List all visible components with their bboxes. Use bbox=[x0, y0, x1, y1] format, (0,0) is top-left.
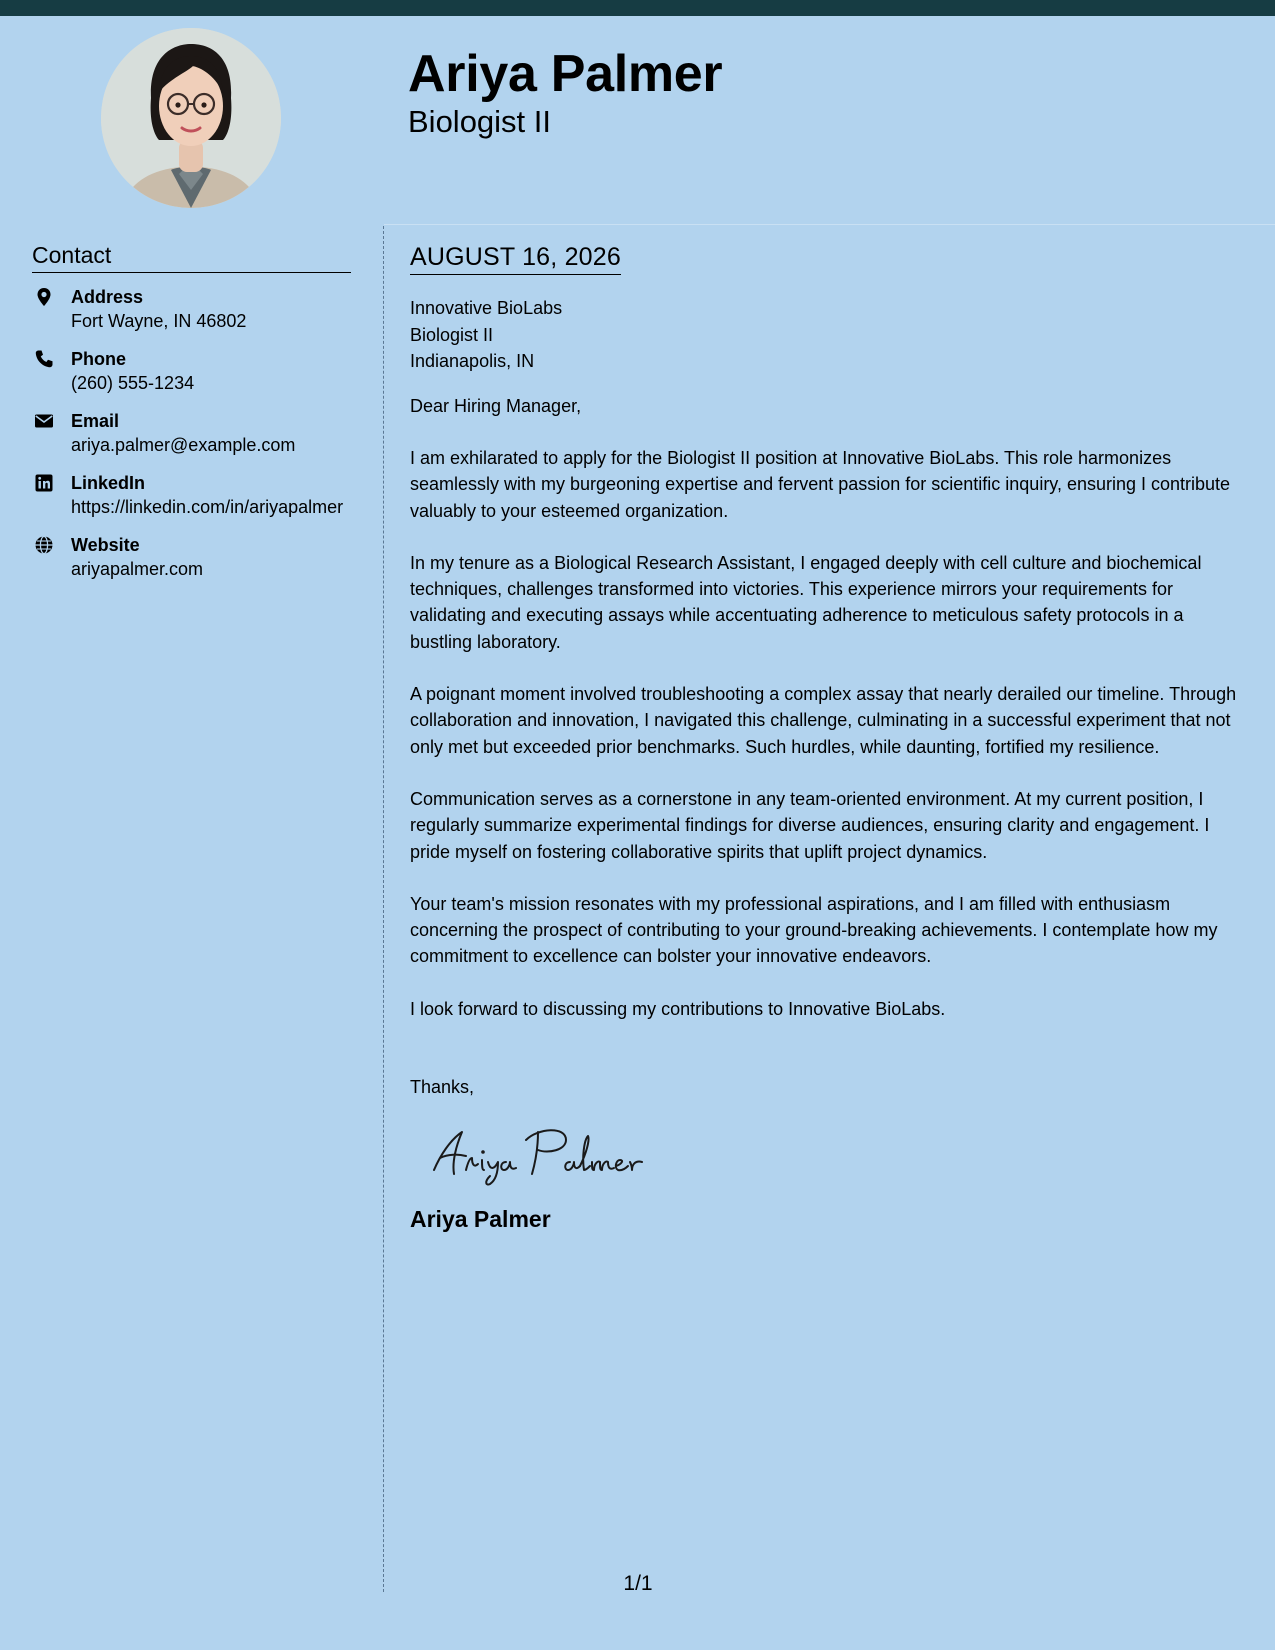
envelope-icon bbox=[34, 411, 54, 431]
contact-heading: Contact bbox=[32, 240, 351, 273]
salutation: Dear Hiring Manager, bbox=[410, 395, 582, 416]
contact-value: Fort Wayne, IN 46802 bbox=[71, 311, 247, 331]
contact-sidebar bbox=[32, 240, 351, 595]
recipient-block bbox=[410, 295, 1250, 375]
contact-item-linkedin bbox=[32, 471, 351, 519]
map-pin-icon bbox=[34, 287, 54, 307]
handwritten-signature bbox=[420, 1118, 680, 1190]
contact-item-website bbox=[32, 533, 351, 581]
contact-value: ariyapalmer.com bbox=[71, 559, 204, 579]
contact-value: ariya.palmer@example.com bbox=[71, 435, 296, 455]
contact-item-phone bbox=[32, 347, 351, 395]
header-rule bbox=[384, 224, 1275, 225]
applicant-name: Ariya Palmer bbox=[408, 45, 723, 103]
applicant-job-title: Biologist II bbox=[408, 104, 552, 139]
letter-body bbox=[410, 240, 1250, 1234]
contact-label: LinkedIn bbox=[71, 473, 146, 493]
recipient-company: Innovative BioLabs bbox=[410, 298, 563, 318]
column-divider bbox=[383, 226, 384, 1592]
contact-label: Website bbox=[71, 535, 140, 555]
contact-value: (260) 555-1234 bbox=[71, 373, 195, 393]
contact-item-address bbox=[32, 285, 351, 333]
contact-label: Address bbox=[71, 287, 144, 307]
letter-date: AUGUST 16, 2026 bbox=[410, 240, 621, 275]
letter-paragraph: A poignant moment involved troubleshooting a complex assay that nearly derailed our timeline. Through collaboration and innovation, I navigated this challenge, culminating in a successful experiment that not only met but exceeded prior benchmarks. Such hurdles, while daunting, fortified my resilience. bbox=[410, 684, 1237, 757]
phone-icon bbox=[34, 349, 54, 369]
contact-item-email bbox=[32, 409, 351, 457]
top-bar bbox=[0, 0, 1275, 16]
recipient-location: Indianapolis, IN bbox=[410, 351, 535, 371]
profile-photo bbox=[101, 28, 281, 208]
page-number: 1/1 bbox=[623, 1572, 653, 1595]
closing: Thanks, bbox=[410, 1077, 475, 1098]
letter-paragraph: I look forward to discussing my contributions to Innovative BioLabs. bbox=[410, 998, 946, 1019]
letter-paragraph: I am exhilarated to apply for the Biologist II position at Innovative BioLabs. This role harmonizes seamlessly with my burgeoning expertise and fervent passion for scientific inquiry, ensuring I contribute valuably to your esteemed organization. bbox=[410, 448, 1231, 521]
recipient-position: Biologist II bbox=[410, 324, 494, 345]
letter-paragraph: In my tenure as a Biological Research Assistant, I engaged deeply with cell culture and biochemical techniques, challenges transformed into victories. This experience mirrors your requirements for validating and executing assays while accentuating adherence to meticulous safety protocols in a bustling laboratory. bbox=[410, 552, 1202, 652]
linkedin-icon bbox=[34, 473, 54, 493]
contact-label: Phone bbox=[71, 349, 127, 369]
globe-icon bbox=[34, 535, 54, 555]
letter-paragraph: Your team's mission resonates with my professional aspirations, and I am filled with enthusiasm concerning the prospect of contributing to your ground-breaking achievements. I contemplate how my commitment to excellence can bolster your innovative endeavors. bbox=[410, 893, 1218, 967]
contact-value: https://linkedin.com/in/ariyapalmer bbox=[71, 497, 344, 517]
letter-paragraph: Communication serves as a cornerstone in any team-oriented environment. At my current position, I regularly summarize experimental findings for diverse audiences, ensuring clarity and engagement. I pride myself on fostering collaborative spirits that uplift project dynamics. bbox=[410, 788, 1210, 862]
contact-label: Email bbox=[71, 411, 120, 431]
signer-name: Ariya Palmer bbox=[410, 1206, 551, 1233]
